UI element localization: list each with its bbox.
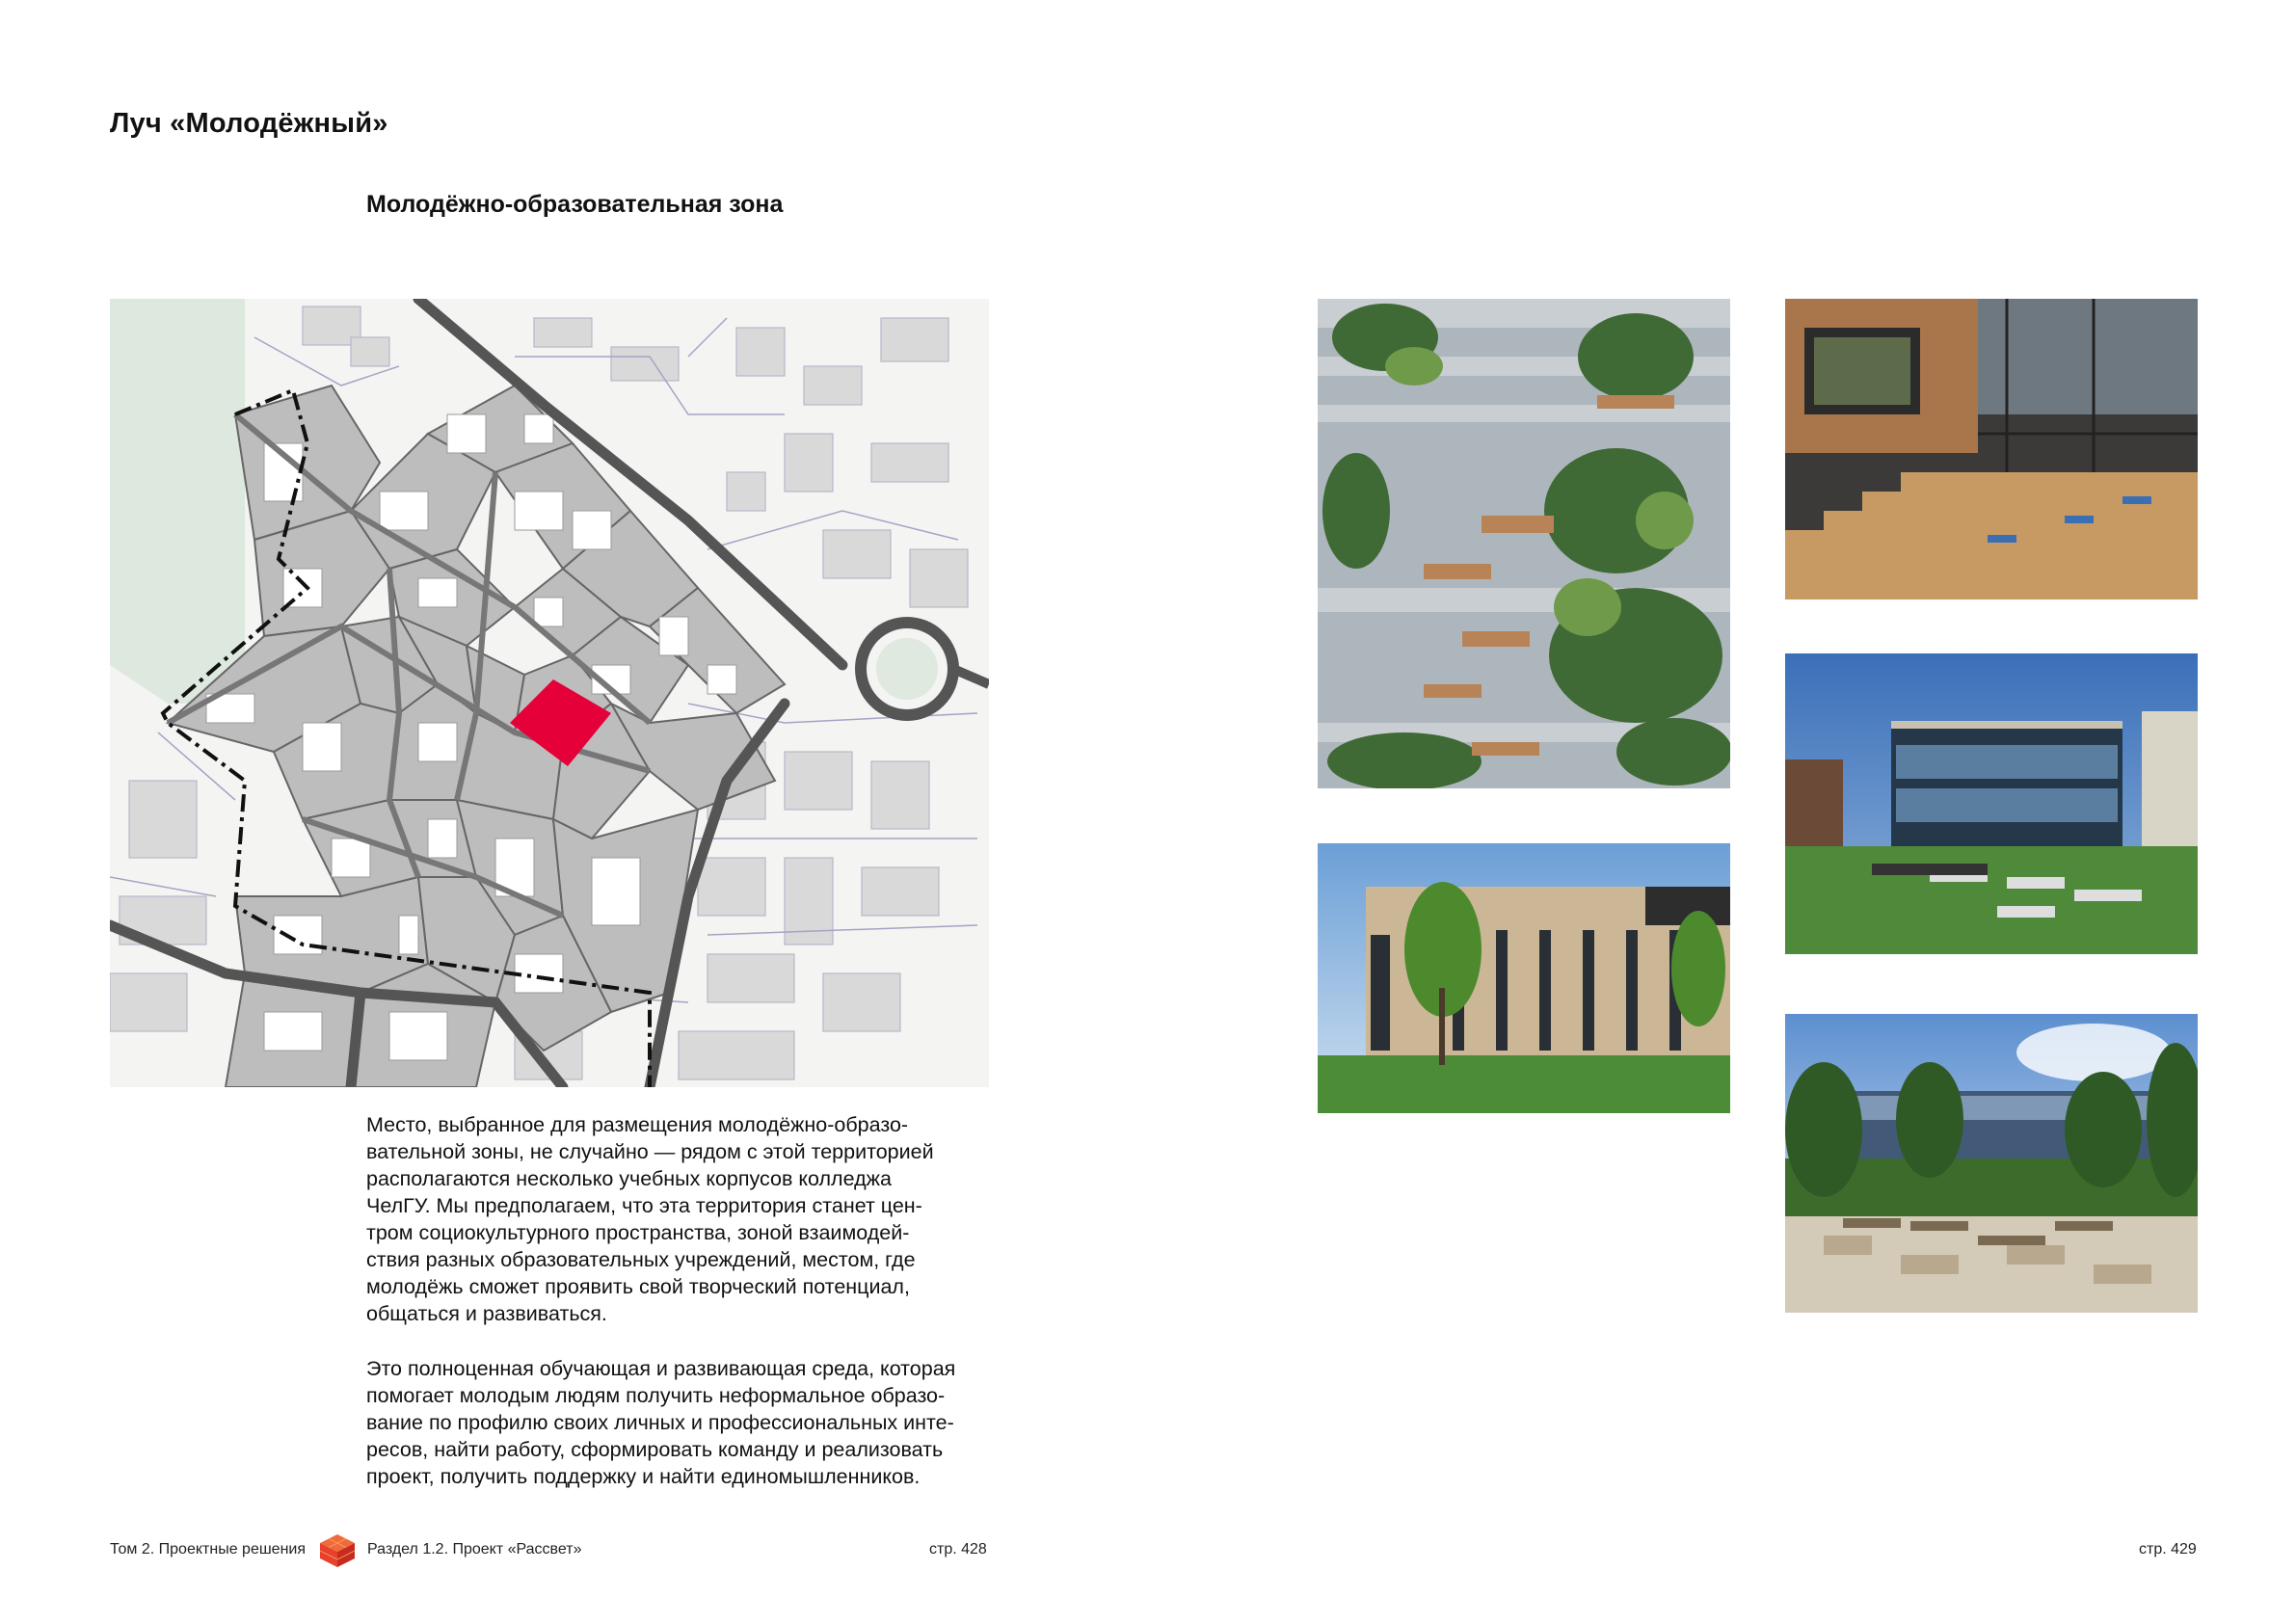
paragraph-line: вание по профилю своих личных и профессиональных инте- — [366, 1411, 954, 1434]
description-paragraph-1 — [366, 1111, 993, 1327]
paragraph-line: ствия разных образовательных учреждений, местом, где — [366, 1248, 916, 1271]
photo-campus-lawn — [1785, 653, 2198, 954]
photo-atrium-interior — [1785, 299, 2198, 599]
paragraph-line: проект, получить поддержку и найти единомышленников. — [366, 1465, 921, 1488]
photo-brick-building — [1318, 843, 1730, 1113]
page-title: Луч «Молодёжный» — [110, 108, 388, 139]
page-number-left: стр. 428 — [929, 1541, 987, 1557]
description-paragraph-2 — [366, 1355, 993, 1490]
photo-plaza-benches — [1785, 1014, 2198, 1313]
footer-volume: Том 2. Проектные решения — [110, 1541, 307, 1557]
paragraph-line: тром социокультурного пространства, зоной взаимодей- — [366, 1221, 910, 1244]
cube-logo-icon — [318, 1532, 357, 1569]
page-number-right: стр. 429 — [2139, 1541, 2197, 1557]
paragraph-line: располагаются несколько учебных корпусов колледжа — [366, 1167, 892, 1190]
paragraph-line: молодёжь сможет проявить свой творческий потенциал, — [366, 1275, 910, 1298]
paragraph-line: Это полноценная обучающая и развивающая среда, которая — [366, 1357, 956, 1380]
site-map-drawing — [110, 299, 989, 1087]
site-map — [110, 299, 989, 1087]
footer-section: Раздел 1.2. Проект «Рассвет» — [367, 1541, 582, 1557]
paragraph-line: вательной зоны, не случайно — рядом с этой территорией — [366, 1140, 934, 1163]
paragraph-line: ресов, найти работу, сформировать команду и реализовать — [366, 1438, 944, 1461]
paragraph-line: Место, выбранное для размещения молодёжно-образо- — [366, 1113, 909, 1136]
photo-courtyard-aerial — [1318, 299, 1730, 788]
paragraph-line: помогает молодым людям получить неформальное образо- — [366, 1384, 946, 1407]
section-subtitle: Молодёжно-образовательная зона — [366, 191, 784, 218]
paragraph-line: ЧелГУ. Мы предполагаем, что эта территория станет цен- — [366, 1194, 922, 1217]
paragraph-line: общаться и развиваться. — [366, 1302, 607, 1325]
